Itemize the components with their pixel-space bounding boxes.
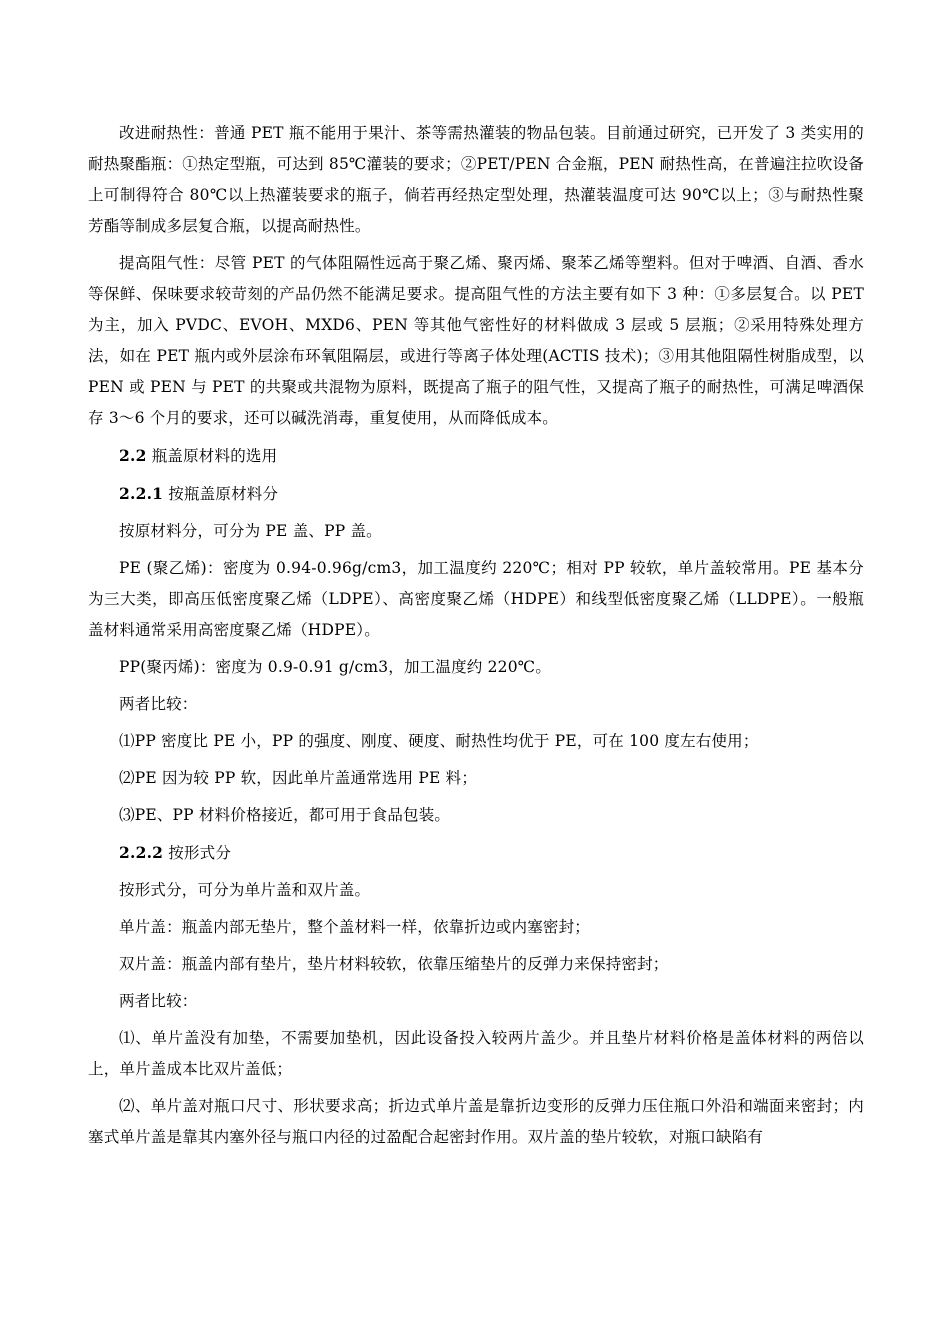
paragraph-single-cap: 单片盖：瓶盖内部无垫片，整个盖材料一样，依靠折边或内塞密封； <box>119 918 591 936</box>
document-body <box>88 118 864 1159</box>
list-item: ⑴PP 密度比 PE 小，PP 的强度、刚度、硬度、耐热性均优于 PE，可在 100 度左右使用； <box>119 732 759 750</box>
paragraph-pp: PP(聚丙烯)：密度为 0.9-0.91 g/cm3，加工温度约 220℃。 <box>119 658 552 676</box>
section-number: 2.2.2 <box>119 843 164 862</box>
section-heading-2-2-2 <box>88 837 864 869</box>
paragraph-form-types: 按形式分，可分为单片盖和双片盖。 <box>119 881 371 899</box>
paragraph-heat-resistance: 改进耐热性：普通 PET 瓶不能用于果汁、茶等需热灌装的物品包装。目前通过研究，已开发了 3 类实用的耐热聚酯瓶：①热定型瓶，可达到 85℃灌装的要求；②PET/PEN 合金瓶，PEN 耐热性高，在普遍注拉吹设备上可制得符合 80℃以上热灌装要求的瓶子，倘若再经热定型处理，热灌装温度可达 90℃以上；③与耐热性聚芳酯等制成多层复合瓶，以提高耐热性。 <box>88 124 864 235</box>
section-heading-2-2-1 <box>88 478 864 510</box>
paragraph-gas-barrier: 提高阻气性：尽管 PET 的气体阻隔性远高于聚乙烯、聚丙烯、聚苯乙烯等塑料。但对于啤酒、自酒、香水等保鲜、保味要求较苛刻的产品仍然不能满足要求。提高阻气性的方法主要有如下 3 种：①多层复合。以 PET 为主，加入 PVDC、EVOH、MXD6、PEN 等其他气密性好的材料做成 3 层或 5 层瓶；②采用特殊处理方法，如在 PET 瓶内或外层涂布环氧阻隔层，或进行等离子体处理(ACTIS 技术)；③用其他阻隔性树脂成型，以 PEN 或 PEN 与 PET 的共聚或共混物为原料，既提高了瓶子的阻气性，又提高了瓶子的耐热性，可满足啤酒保存 3～6 个月的要求，还可以碱洗消毒，重复使用，从而降低成本。 <box>88 254 864 427</box>
list-item: ⑶PE、PP 材料价格接近，都可用于食品包装。 <box>119 806 451 824</box>
section-number: 2.2.1 <box>119 484 164 503</box>
section-title: 瓶盖原材料的选用 <box>146 447 278 465</box>
section-title: 按瓶盖原材料分 <box>163 485 279 503</box>
paragraph-double-cap: 双片盖：瓶盖内部有垫片，垫片材料较软，依靠压缩垫片的反弹力来保持密封； <box>119 955 669 973</box>
section-number: 2.2 <box>119 446 147 465</box>
list-item: ⑴、单片盖没有加垫，不需要加垫机，因此设备投入较两片盖少。并且垫片材料价格是盖体材料的两倍以上，单片盖成本比双片盖低； <box>88 1029 864 1078</box>
paragraph-pe: PE (聚乙烯)：密度为 0.94-0.96g/cm3，加工温度约 220℃；相对 PP 较软，单片盖较常用。PE 基本分为三大类，即高压低密度聚乙烯（LDPE）、高密度聚乙烯（HDPE）和线型低密度聚乙烯（LLDPE）。一般瓶盖材料通常采用高密度聚乙烯（HDPE）。 <box>88 559 864 639</box>
section-heading-2-2 <box>88 440 864 472</box>
paragraph-comparison-label: 两者比较： <box>119 695 198 713</box>
list-item: ⑵、单片盖对瓶口尺寸、形状要求高；折边式单片盖是靠折边变形的反弹力压住瓶口外沿和端面来密封；内塞式单片盖是靠其内塞外径与瓶口内径的过盈配合起密封作用。双片盖的垫片较软，对瓶口缺陷有 <box>88 1097 864 1146</box>
section-title: 按形式分 <box>163 844 232 862</box>
paragraph-comparison-label: 两者比较： <box>119 992 198 1010</box>
paragraph-material-types: 按原材料分，可分为 PE 盖、PP 盖。 <box>119 522 382 540</box>
list-item: ⑵PE 因为较 PP 软，因此单片盖通常选用 PE 料； <box>119 769 478 787</box>
